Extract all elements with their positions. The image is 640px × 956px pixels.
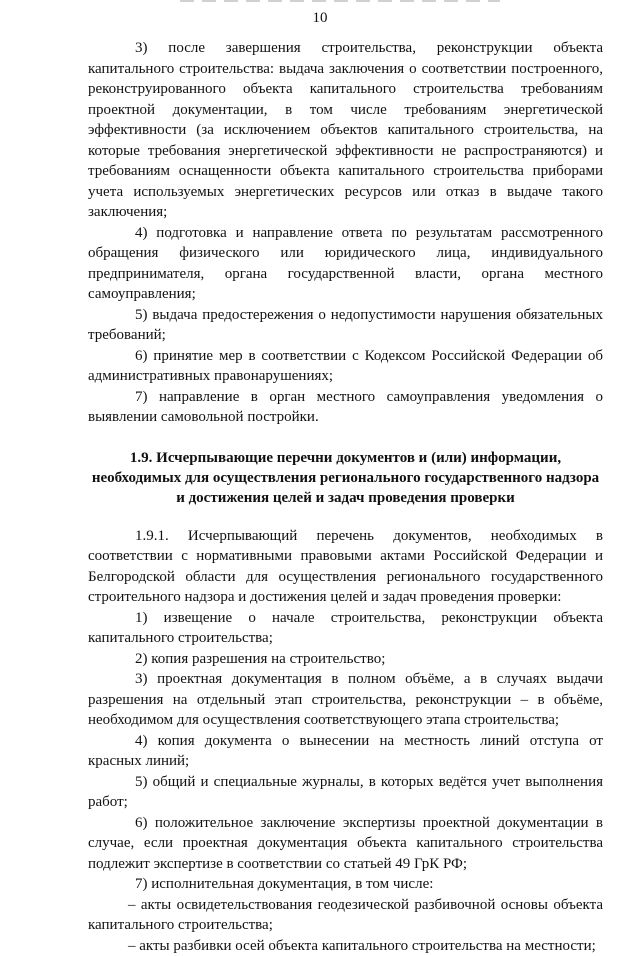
list-item: 4) подготовка и направление ответа по результатам рассмотренного обращения физического или юридического лица, индивидуального предпринимателя, органа государственной власти, органа местного самоуправления; [88,223,603,305]
page-number: 10 [0,10,640,27]
list-item: 3) проектная документация в полном объёме, а в случаях выдачи разрешения на отдельный этап строительства, реконструкции – в объёме, необходимом для осуществления соответствующего этапа строительства; [88,669,603,731]
section-heading-line: необходимых для осуществления регионального государственного надзора [88,468,603,488]
list-item: 4) копия документа о вынесении на местность линий отступа от красных линий; [88,731,603,772]
section-heading-line: 1.9. Исчерпывающие перечни документов и (или) информации, [88,448,603,468]
list-item: 5) выдача предостережения о недопустимости нарушения обязательных требований; [88,305,603,346]
sub-list-item: – акты разбивки осей объекта капитального строительства на местности; [88,936,603,956]
document-body [88,38,603,956]
sub-list-item: – акты освидетельствования геодезической разбивочной основы объекта капитального строительства; [88,895,603,936]
list-item: 7) направление в орган местного самоуправления уведомления о выявлении самовольной постройки. [88,387,603,428]
section-heading-line: и достижения целей и задач проведения проверки [88,488,603,508]
list-item: 7) исполнительная документация, в том числе: [88,874,603,895]
list-item: 6) принятие мер в соответствии с Кодексом Российской Федерации об административных правонарушениях; [88,346,603,387]
list-item: 1) извещение о начале строительства, реконструкции объекта капитального строительства; [88,608,603,649]
list-item: 6) положительное заключение экспертизы проектной документации в случае, если проектная документация объекта капитального строительства подлежит экспертизе в соответствии со статьей 49 ГрК РФ; [88,813,603,875]
scan-artifact-line [180,0,500,2]
list-item: 5) общий и специальные журналы, в которых ведётся учет выполнения работ; [88,772,603,813]
section-heading [88,448,603,508]
intro-paragraph: 1.9.1. Исчерпывающий перечень документов, необходимых в соответствии с нормативными правовыми актами Российской Федерации и Белгородской области для осуществления регионального государственного строительного надзора и достижения целей и задач проведения проверки: [88,526,603,608]
list-item: 2) копия разрешения на строительство; [88,649,603,670]
list-item: 3) после завершения строительства, реконструкции объекта капитального строительства: выдача заключения о соответствии построенного, реконструированного объекта капитального строительства требованиям проектной документации, в том числе требованиям энергетической эффективности (за исключением объектов капитального строительства, на которые требования энергетической эффективности не распространяются) и требованиям оснащенности объекта капитального строительства приборами учета используемых энергетических ресурсов или отказ в выдаче такого заключения; [88,38,603,223]
